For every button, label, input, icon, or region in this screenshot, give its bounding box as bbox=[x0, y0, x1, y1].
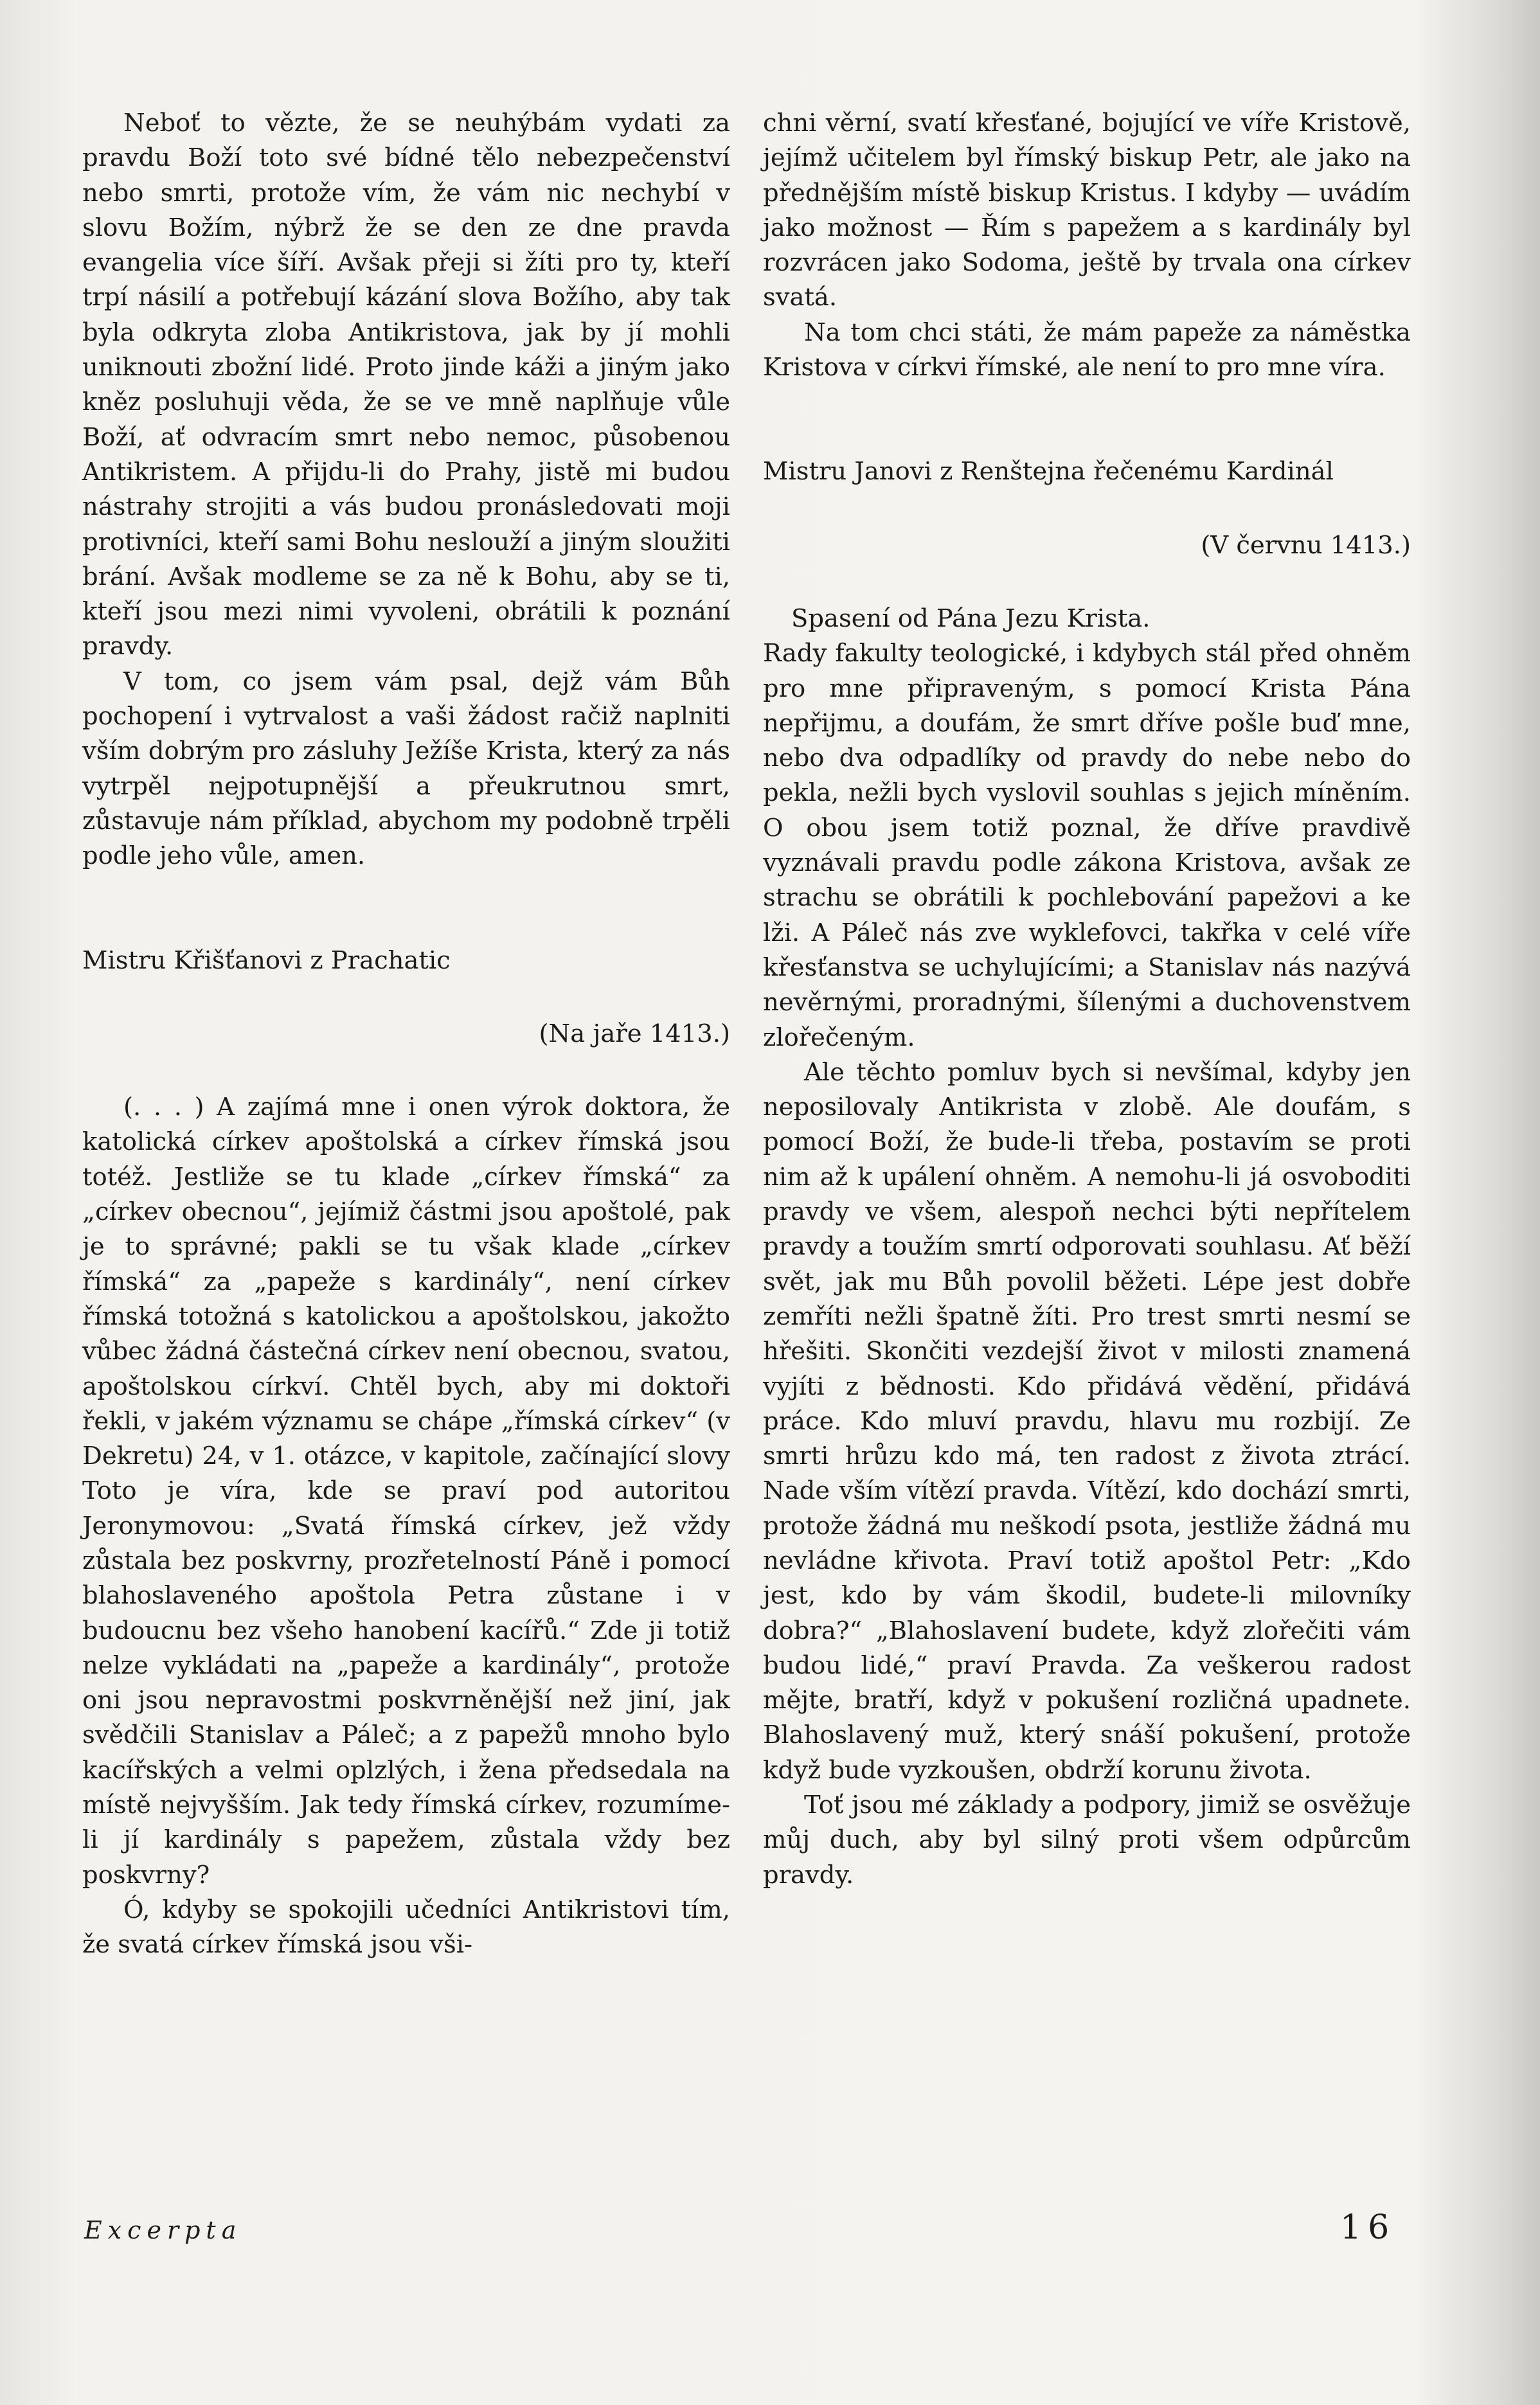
paragraph-foundations: Toť jsou mé základy a podpory, jimiž se osvěžuje můj duch, aby byl silný proti všem odpůrcům pravdy. bbox=[763, 1791, 1411, 1890]
left-column bbox=[82, 106, 730, 1963]
paragraph-truth-and-danger: Neboť to vězte, že se neuhýbám vydati za pravdu Boží toto své bídné tělo nebezpečenství nebo smrti, protože vím, že vám nic nechybí v slovu Božím, nýbrž že se den ze dne pravda evangelia více šíří. Avšak přeji si žíti pro ty, kteří trpí násilí a potřebují kázání slova Božího, aby tak byla odkryta zloba Antikristova, jak by jí mohli uniknouti zbožní lidé. Proto jinde káži a jiným jako kněz posluhuji věda, že se ve mně naplňuje vůle Boží, ať odvracím smrt nebo nemoc, působenou Antikristem. A přijdu-li do Prahy, jistě mi budou nástrahy strojiti a vás budou pronásledovati moji protivníci, kteří sami Bohu neslouží a jiným sloužiti brání. Avšak modleme se za ně k Bohu, aby se ti, kteří jsou mezi nimi vyvoleni, obrátili k poznání pravdy. bbox=[82, 109, 730, 661]
paragraph-antichrist-disciples: Ó, kdyby se spokojili učedníci Antikristovi tím, že svatá církev římská jsou vši- bbox=[82, 1895, 730, 1960]
paragraph-truth-prevails: Ale těchto pomluv bych si nevšímal, kdyby jen neposilovaly Antikrista v zlobě. Ale doufám, s pomocí Boží, že bude-li třeba, postavím se proti nim až k upálení ohněm. A nemohu-li já osvoboditi pravdy ve všem, alespoň nechci býti nepřítelem pravdy a toužím smrtí odporovati souhlasu. Ať běží svět, jak mu Bůh povolil běžeti. Lépe jest dobře zemříti nežli špatně žíti. Pro trest smrti nesmí se hřešiti. Skončiti vezdejší život v milosti znamená vyjíti z bědnosti. Kdo přidává vědění, přidává práce. Kdo mluví pravdu, hlavu mu rozbijí. Ze smrti hrůzu kdo má, ten radost z života ztrácí. Nade vším vítězí pravda. Vítězí, kdo dochází smrti, protože žádná mu neškodí psota, jestliže žádná mu nevládne křivota. Praví totiž apoštol Petr: „Kdo jest, kdo by vám škodil, budete-li milovníky dobra?“ „Blahoslavení budete, když zlořečiti vám budou lidé,“ praví Pravda. Za veškerou radost mějte, bratří, když v pokušení rozličná upadnete. Blahoslavený muž, který snáší pokušení, protože když bude vyzkoušen, obdrží korunu života. bbox=[763, 1057, 1411, 1785]
paragraph-continued-faithful: chni věrní, svatí křesťané, bojující ve víře Kristově, jejímž učitelem byl římský biskup Petr, ale jako na přednějším místě biskup Kristus. I kdyby — uvádím jako možnost — Řím s papežem a s kardinály byl rozvrácen jako Sodoma, ještě by trvala ona církev svatá. bbox=[763, 109, 1411, 312]
letter-heading-prachatic: Mistru Křišťanovi z Prachatic bbox=[82, 945, 451, 975]
running-title: Excerpta bbox=[84, 2216, 242, 2244]
paragraph-closing-prayer: V tom, co jsem vám psal, dejž vám Bůh pochopení i vytrvalost a vaši žádost račiž naplniti vším dobrým pro zásluhy Ježíše Krista, který za nás vytrpěl nejpotupnější a přeukrutnou smrt, zůstavuje nám příklad, abychom my podobně trpěli podle jeho vůle, amen. bbox=[82, 666, 730, 871]
letter-heading-renstejn: Mistru Janovi z Renštejna řečenému Kardinál bbox=[763, 457, 1334, 487]
paragraph-theology-faculty: Rady fakulty teologické, i kdybych stál před ohněm pro mne připraveným, s pomocí Krista Pána nepřijmu, a doufám, že smrt dříve pošle buď mne, nebo dva odpadlíky od pravdy do nebe nebo do pekla, nežli bych vyslovil souhlas s jejich míněním. O obou jsem totiž poznal, že dříve pravdivě vyznávali pravdu podle zákona Kristova, avšak ze strachu se obrátili k pochlebování papežovi a ke lži. A Páleč nás zve wyklefovci, takřka v celé víře křesťanstva se uchylujícími; a Stanislav nás nazývá nevěrnými, proradnými, šílenými a duchovenstvem zlořečeným. bbox=[763, 639, 1411, 1052]
letter-date-renstejn: (V červnu 1413.) bbox=[1201, 530, 1411, 560]
salutation: Spasení od Pána Jezu Krista. bbox=[791, 603, 1151, 633]
paragraph-roman-church: (. . . ) A zajímá mne i onen výrok doktora, že katolická církev apoštolská a církev římská jsou totéž. Jestliže se tu klade „církev římská“ za „církev obecnou“, jejímiž částmi jsou apoštolé, pak je to správné; pakli se tu však klade „církev římská“ za „papeže s kardinály“, není církev římská totožná s katolickou a apoštolskou, jakožto vůbec žádná částečná církev není obecnou, svatou, apoštolskou církví. Chtěl bych, aby mi doktoři řekli, v jakém významu se chápe „římská církev“ (v Dekretu) 24, v 1. otázce, v kapitole, začínající slovy Toto je víra, kde se praví pod autoritou Jeronymovou: „Svatá římská církev, jež vždy zůstala bez poskvrny, prozřetelností Páně i pomocí blahoslaveného apoštola Petra zůstane i v budoucnu bez všeho hanobení kacířů.“ Zde ji totiž nelze vykládati na „papeže a kardinály“, protože oni jsou nepravostmi poskvrněnější než jiní, jak svědčili Stanislav a Páleč; a z papežů mnoho bylo kacířských a velmi oplzlých, i žena předsedala na místě nejvyšším. Jak tedy římská církev, rozumíme-li jí kardinály s papežem, zůstala vždy bez poskvrny? bbox=[82, 1093, 730, 1890]
right-column bbox=[763, 106, 1411, 1893]
letter-date-prachatic: (Na jaře 1413.) bbox=[539, 1019, 730, 1048]
page-number: 16 bbox=[1340, 2208, 1396, 2247]
paragraph-pope-vicar: Na tom chci státi, že mám papeže za náměstka Kristova v církvi římské, ale není to pro mne víra. bbox=[763, 317, 1411, 382]
